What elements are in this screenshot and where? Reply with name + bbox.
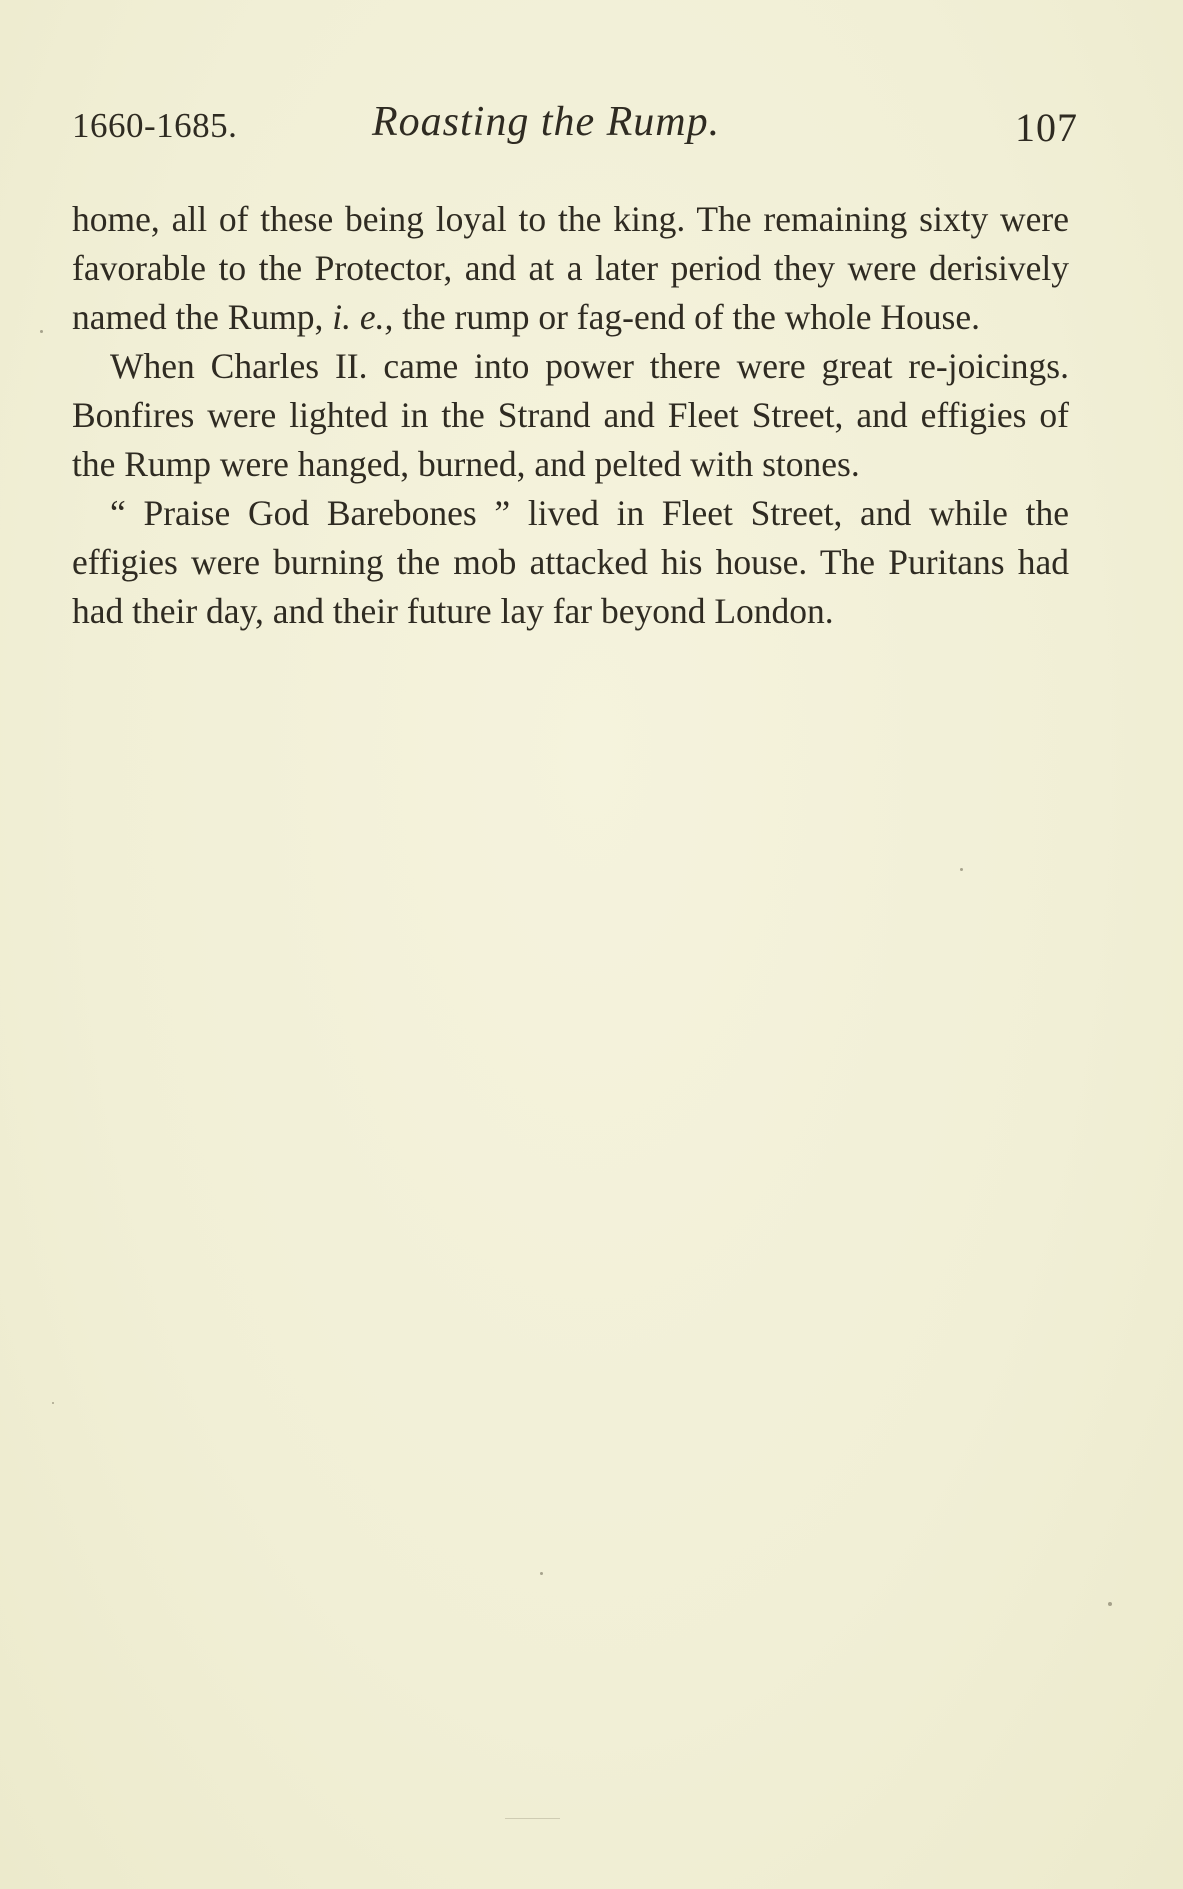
body-text — [72, 195, 1069, 636]
paragraph-1 — [72, 195, 1069, 342]
paper-speck — [52, 1402, 54, 1404]
paper-speck — [40, 330, 43, 333]
running-head-date-range: 1660-1685. — [72, 106, 238, 145]
paper-speck — [1108, 1602, 1112, 1606]
abbreviation-ie: i. e., — [332, 297, 394, 337]
paper-speck — [960, 868, 963, 871]
paragraph-1-text: home, all of these being loyal to the king. The remaining sixty were favorable to the Protector, and at a later period they were derisively named the Rump, — [72, 199, 1069, 337]
page-number: 107 — [1015, 105, 1078, 150]
running-head-title: Roasting the Rump. — [372, 99, 721, 145]
paper-scuff — [505, 1818, 560, 1819]
running-head — [72, 98, 1078, 158]
paragraph-3: “ Praise God Barebones ” lived in Fleet Street, and while the effigies were burning the mob attacked his house. The Puritans had had their day, and their future lay far beyond London. — [72, 493, 1069, 631]
paragraph-2: When Charles II. came into power there were great re-joicings. Bonfires were lighted in the Strand and Fleet Street, and effigies of the Rump were hanged, burned, and pelted with stones. — [72, 346, 1069, 484]
paper-speck — [540, 1572, 543, 1575]
paragraph-1-text-end: the rump or fag-end of the whole House. — [393, 297, 980, 337]
